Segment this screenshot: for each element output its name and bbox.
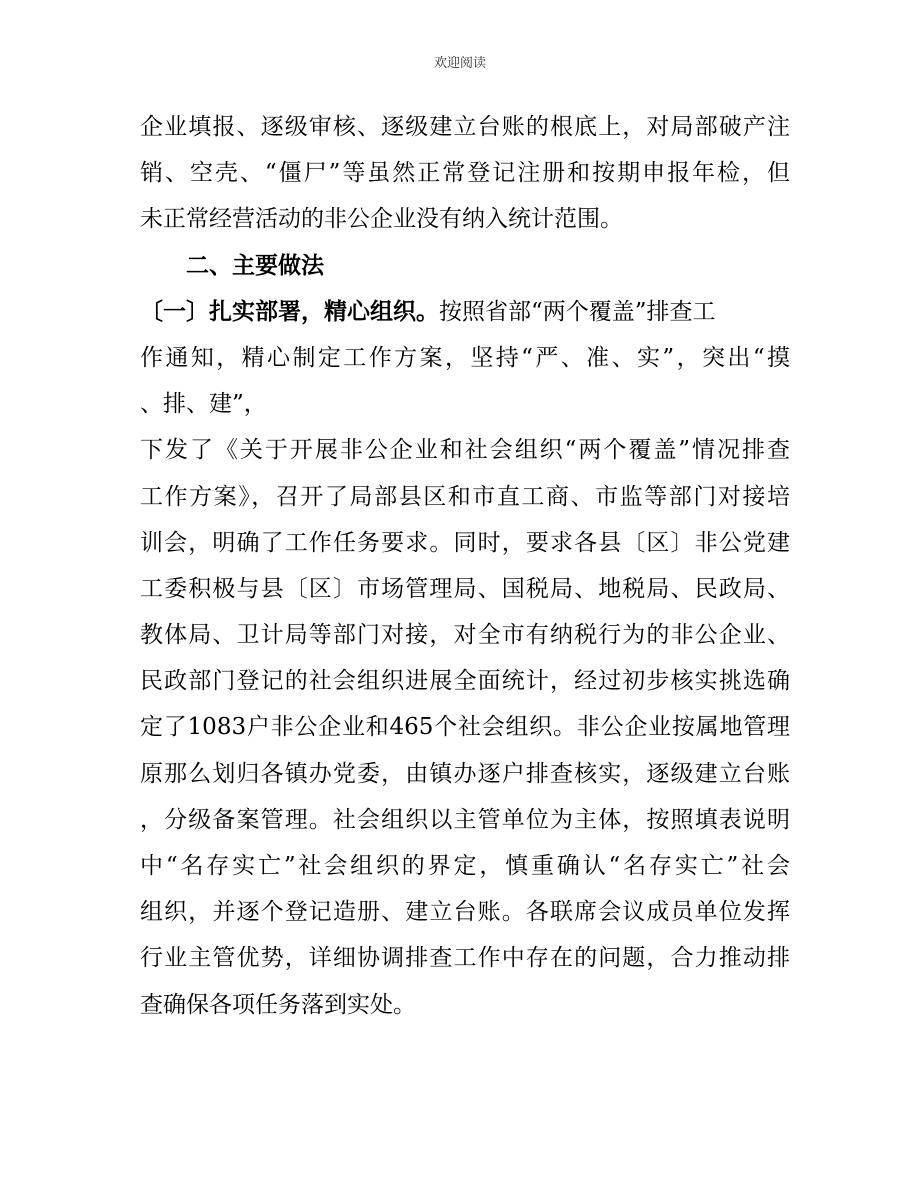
subsection-line-3: 、排、建”， [140, 391, 267, 418]
paragraph2-line-3: 训会，明确了工作任务要求。同时，要求各县〔区〕非公党建 [140, 529, 790, 556]
subsection-line-2: 作通知，精心制定工作方案，坚持“严、准、实”，突出“摸 [140, 344, 790, 371]
paragraph2-line-13: 查确保各项任务落到实处。 [140, 991, 416, 1018]
section-heading: 二、主要做法 [186, 251, 324, 279]
page-header: 欢迎阅读 [433, 56, 486, 71]
paragraph2-line-2: 工作方案》，召开了局部县区和市直工商、市监等部门对接培 [140, 483, 790, 510]
paragraph1-line-2: 销、空壳、“僵尸”等虽然正常登记注册和按期申报年检，但 [140, 160, 790, 187]
paragraph2-line-12: 行业主管优势，详细协调排查工作中存在的问题，合力推动排 [140, 945, 790, 972]
paragraph2-line-8: 原那么划归各镇办党委，由镇办逐户排查核实，逐级建立台账 [140, 760, 790, 787]
document-body [140, 104, 790, 1028]
subsection-title: 〔一〕扎实部署，精心组织。 [140, 297, 439, 325]
paragraph2-line-7: 定了1083户非公企业和465个社会组织。非公企业按属地管理 [140, 714, 790, 741]
paragraph2-line-11: 组织，并逐个登记造册、建立台账。各联席会议成员单位发挥 [140, 899, 790, 926]
paragraph1-line-1: 企业填报、逐级审核、逐级建立台账的根底上，对局部破产注 [140, 114, 790, 140]
paragraph2-line-1: 下发了《关于开展非公企业和社会组织“两个覆盖”情况排查 [140, 437, 790, 464]
paragraph1-line-3: 未正常经营活动的非公企业没有纳入统计范围。 [140, 206, 623, 233]
paragraph2-line-4: 工委积极与县〔区〕市场管理局、国税局、地税局、民政局、 [140, 575, 790, 602]
paragraph2-line-5: 教体局、卫计局等部门对接，对全市有纳税行为的非公企业、 [140, 622, 790, 649]
paragraph2-line-9: ，分级备案管理。社会组织以主管单位为主体，按照填表说明 [140, 806, 790, 833]
subsection-first-line-rest: 按照省部“两个覆盖”排查工 [439, 298, 716, 325]
paragraph2-line-10: 中“名存实亡”社会组织的界定，慎重确认“名存实亡”社会 [140, 853, 790, 879]
subsection-first-line [140, 289, 790, 335]
paragraph2-line-6: 民政部门登记的社会组织进展全面统计，经过初步核实挑选确 [140, 668, 790, 695]
